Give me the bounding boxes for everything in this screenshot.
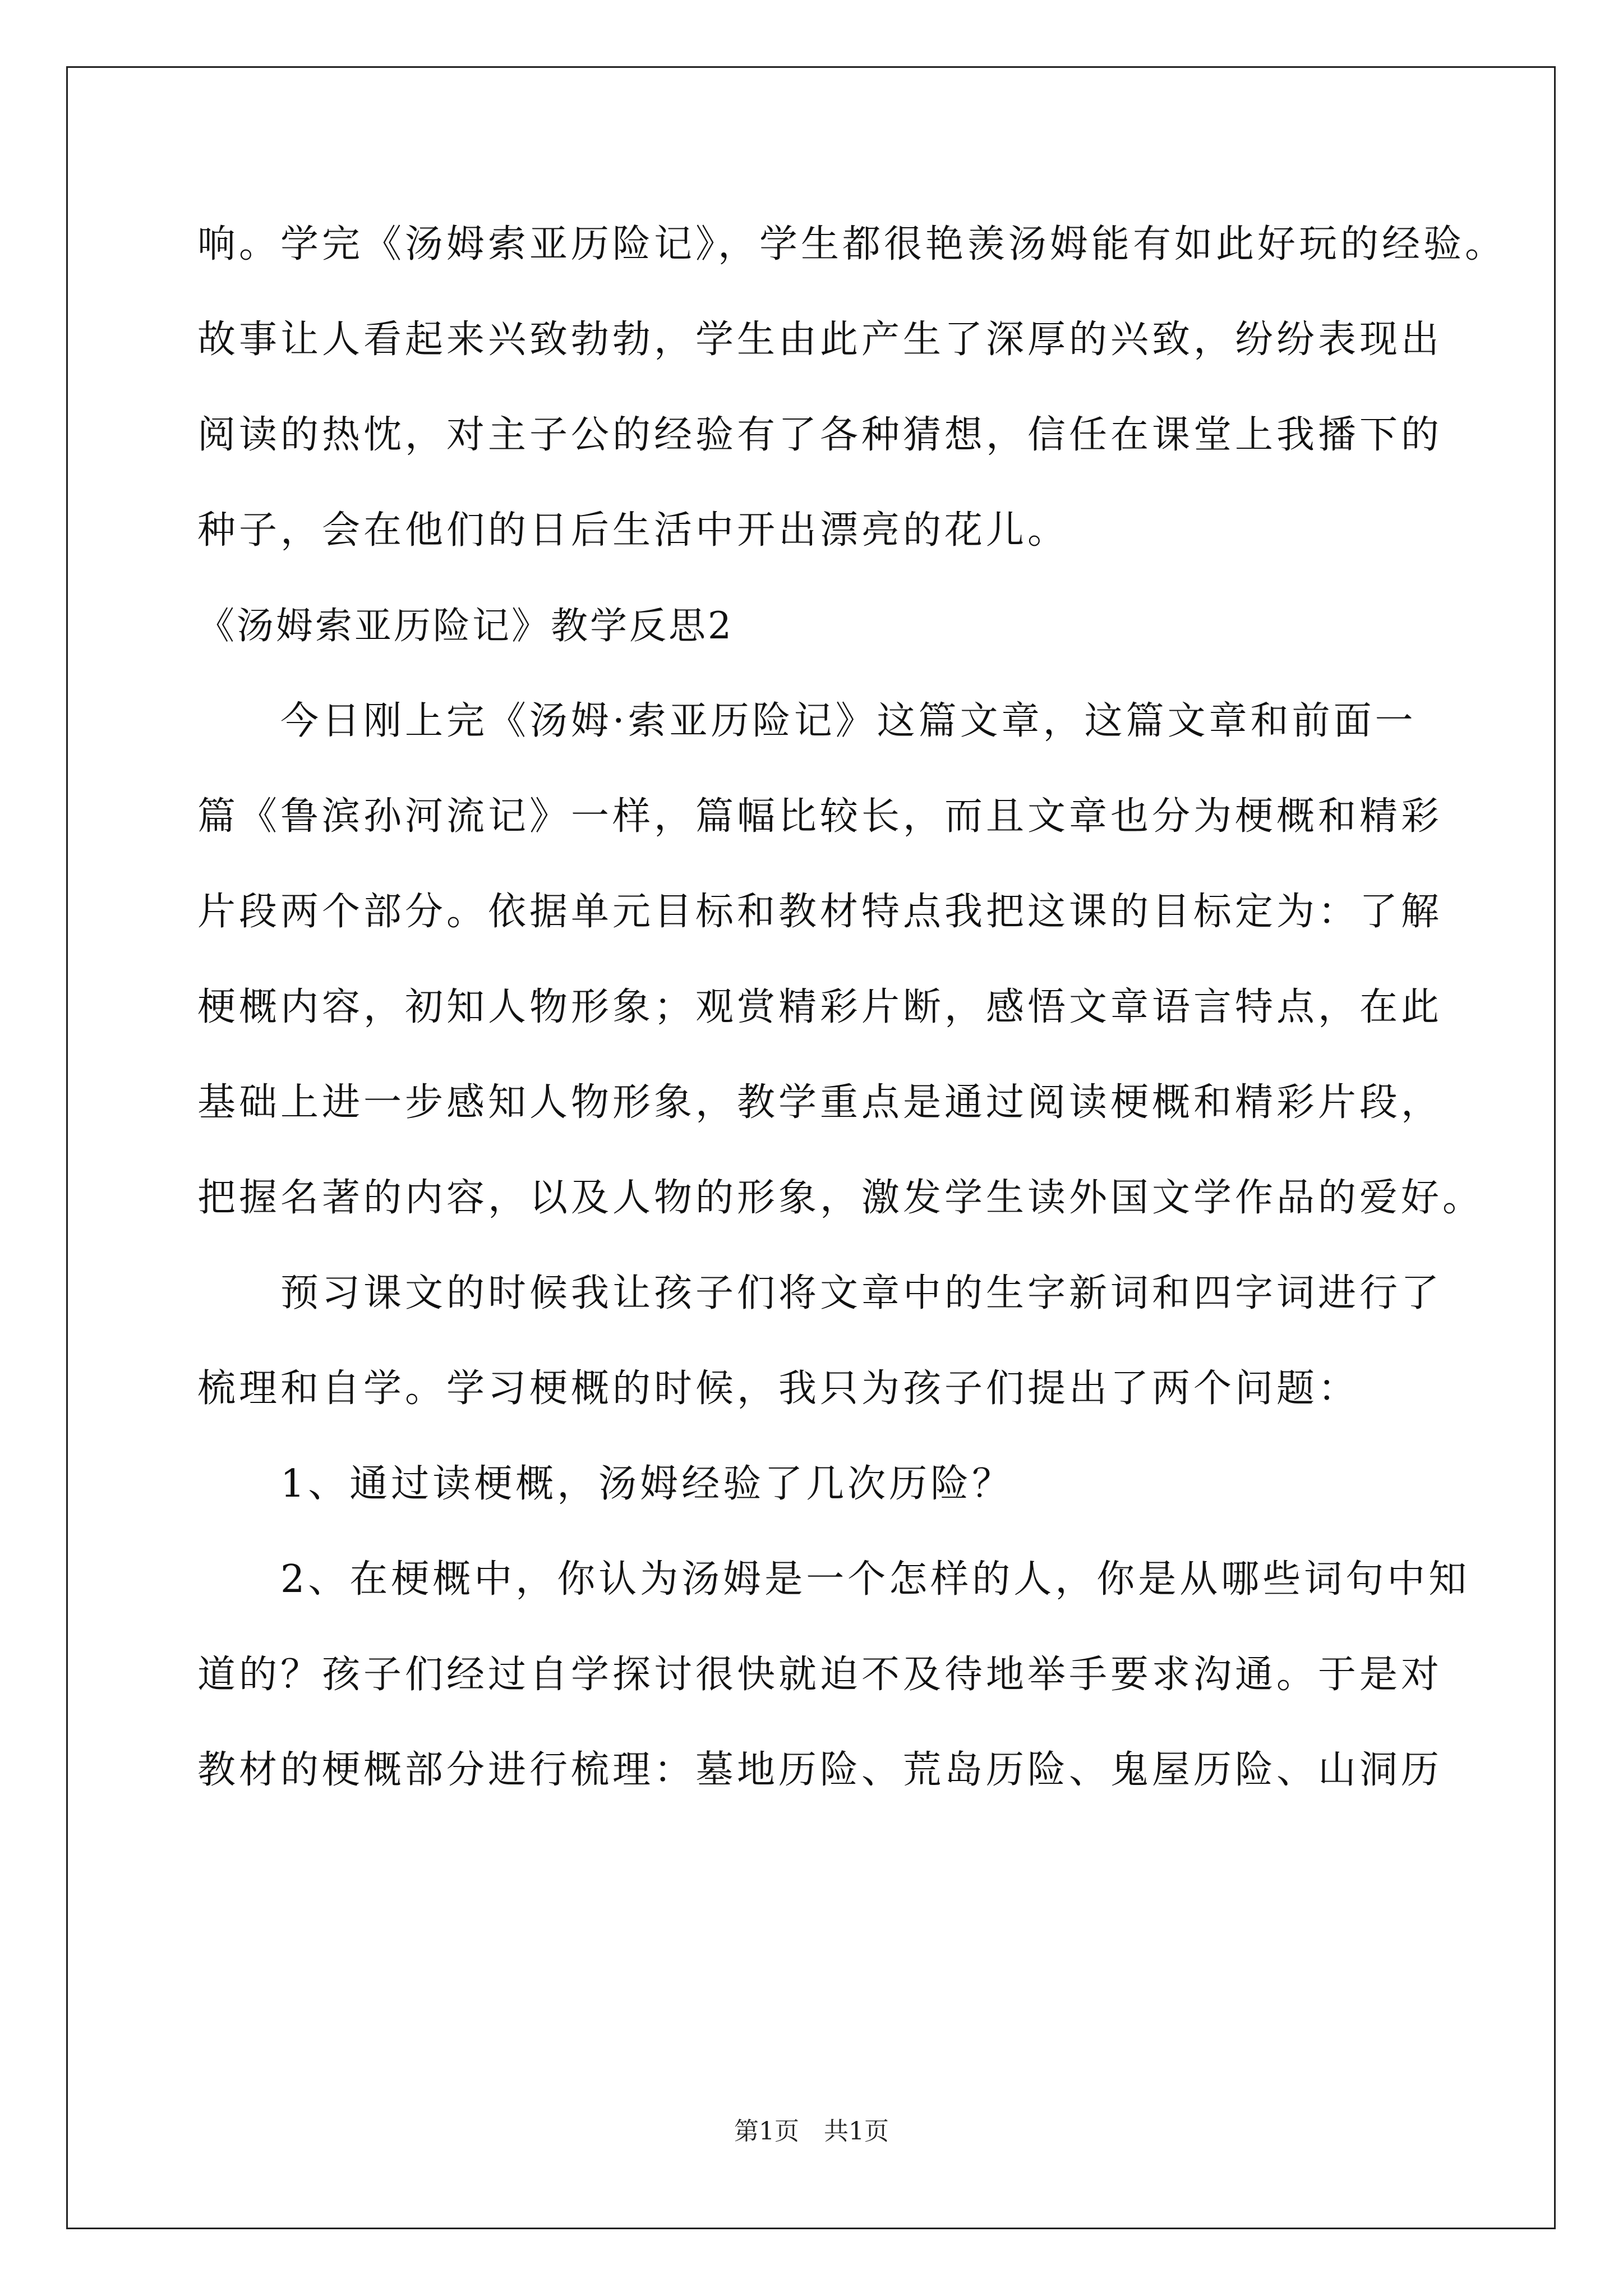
text-line: 预习课文的时候我让孩子们将文章中的生字新词和四字词进行了 bbox=[197, 1271, 1443, 1315]
text-line: 基础上进一步感知人物形象，教学重点是通过阅读梗概和精彩片段， bbox=[197, 1080, 1443, 1125]
text-line: 梳理和自学。学习梗概的时候，我只为孩子们提出了两个问题： bbox=[197, 1366, 1360, 1411]
text-line: 故事让人看起来兴致勃勃，学生由此产生了深厚的兴致，纷纷表现出 bbox=[197, 318, 1443, 362]
text-line: 道的？孩子们经过自学探讨很快就迫不及待地举手要求沟通。于是对 bbox=[197, 1653, 1443, 1697]
text-line: 种子，会在他们的日后生活中开出漂亮的花儿。 bbox=[197, 508, 1069, 553]
text-line: 教材的梗概部分进行梳理：墓地历险、荒岛历险、鬼屋历险、山洞历 bbox=[197, 1748, 1443, 1792]
text-line: 片段两个部分。依据单元目标和教材特点我把这课的目标定为：了解 bbox=[197, 890, 1443, 934]
text-line: 把握名著的内容，以及人物的形象，激发学生读外国文学作品的爱好。 bbox=[197, 1176, 1484, 1220]
document-body bbox=[197, 219, 1507, 1796]
text-line: 响。学完《汤姆索亚历险记》，学生都很艳羡汤姆能有如此好玩的经验。 bbox=[197, 222, 1507, 266]
page-footer: 第1页 共1页 bbox=[734, 2117, 889, 2146]
text-line: 梗概内容，初知人物形象；观赏精彩片断，感悟文章语言特点，在此 bbox=[197, 985, 1443, 1029]
text-line: 今日刚上完《汤姆·索亚历险记》这篇文章，这篇文章和前面一 bbox=[197, 699, 1417, 743]
text-line: 2、在梗概中，你认为汤姆是一个怎样的人，你是从哪些词句中知 bbox=[197, 1557, 1470, 1602]
text-line: 阅读的热忱，对主子公的经验有了各种猜想，信任在课堂上我播下的 bbox=[197, 413, 1443, 457]
section-heading: 《汤姆索亚历险记》教学反思2 bbox=[197, 604, 734, 647]
text-line: 1、通过读梗概，汤姆经验了几次历险？ bbox=[197, 1462, 1014, 1506]
text-line: 篇《鲁滨孙河流记》一样，篇幅比较长，而且文章也分为梗概和精彩 bbox=[197, 794, 1443, 839]
